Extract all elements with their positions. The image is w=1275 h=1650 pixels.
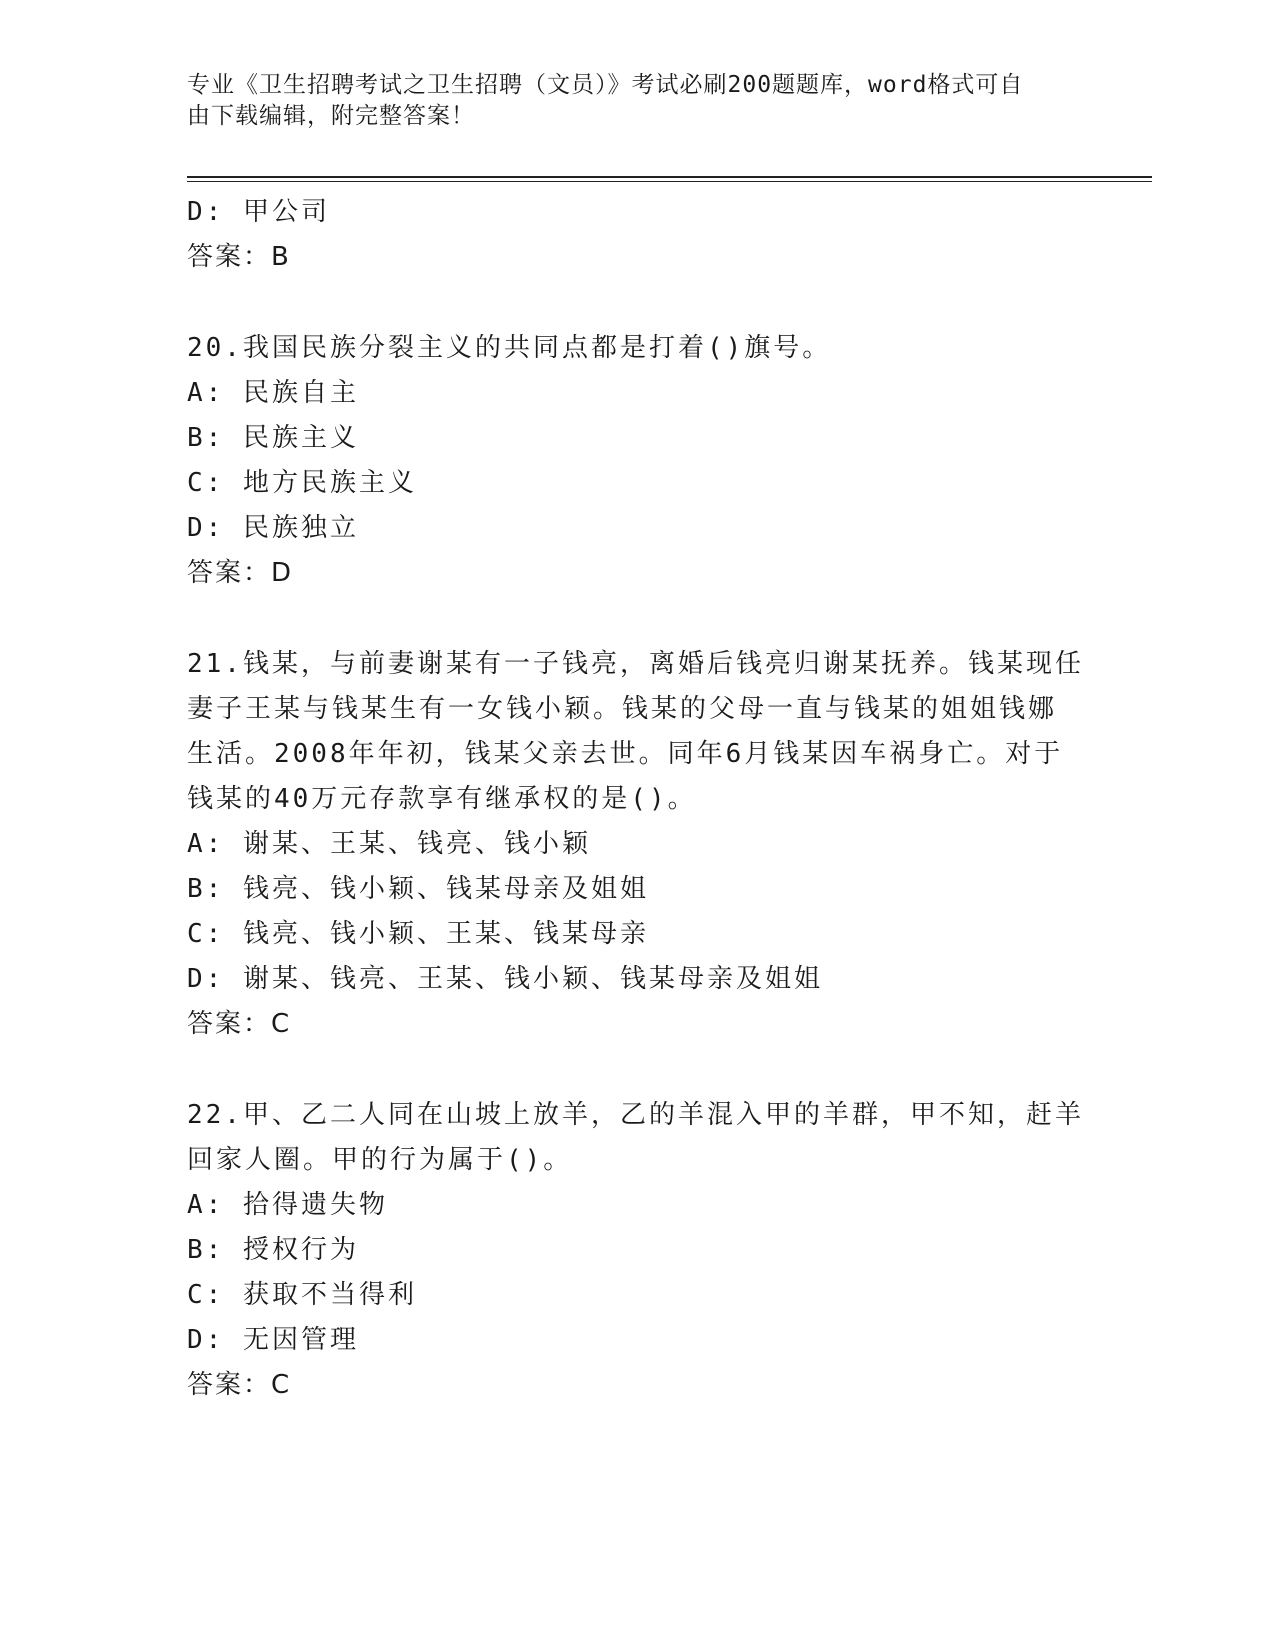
question-content [187,190,1087,1408]
option-c: C: 钱亮、钱小颖、王某、钱某母亲 [187,919,649,949]
question-22 [187,1093,1087,1408]
answer: 答案：C [187,1009,292,1039]
header-rule-top [187,176,1152,178]
question-text: 20.我国民族分裂主义的共同点都是打着()旗号。 [187,333,832,363]
header-rule-bottom [187,181,1152,182]
question-text-line-2: 回家人圈。甲的行为属于()。 [187,1145,573,1175]
question-text-line-3: 生活。2008年年初，钱某父亲去世。同年6月钱某因车祸身亡。对于 [187,739,1064,769]
question-20 [187,326,1087,596]
option-b: B: 钱亮、钱小颖、钱某母亲及姐姐 [187,874,649,904]
option-d: D: 民族独立 [187,513,359,543]
option-c: C: 获取不当得利 [187,1280,417,1310]
spacer [187,1047,1087,1093]
header-line-1: 专业《卫生招聘考试之卫生招聘（文员）》考试必刷200题题库，word格式可自 [187,72,1024,98]
answer: 答案：D [187,558,294,588]
question-text-line-1: 21.钱某，与前妻谢某有一子钱亮，离婚后钱亮归谢某抚养。钱某现任 [187,649,1084,679]
question-text-line-2: 妻子王某与钱某生有一女钱小颖。钱某的父母一直与钱某的姐姐钱娜 [187,694,1058,724]
option-b: B: 授权行为 [187,1235,359,1265]
spacer [187,596,1087,642]
document-header [187,70,1067,132]
answer: 答案：C [187,1370,292,1400]
header-line-2: 由下载编辑，附完整答案！ [187,103,475,129]
option-d: D: 无因管理 [187,1325,359,1355]
spacer [187,280,1087,326]
option-a: A: 拾得遗失物 [187,1190,388,1220]
carryover-answer: 答案：B [187,242,291,272]
option-d: D: 谢某、钱亮、王某、钱小颖、钱某母亲及姐姐 [187,964,823,994]
option-a: A: 民族自主 [187,378,359,408]
option-b: B: 民族主义 [187,423,359,453]
carryover-option-d: D: 甲公司 [187,197,330,227]
question-text-line-1: 22.甲、乙二人同在山坡上放羊，乙的羊混入甲的羊群，甲不知，赶羊 [187,1100,1084,1130]
question-text-line-4: 钱某的40万元存款享有继承权的是()。 [187,784,697,814]
option-c: C: 地方民族主义 [187,468,417,498]
question-21 [187,642,1087,1047]
option-a: A: 谢某、王某、钱亮、钱小颖 [187,829,591,859]
